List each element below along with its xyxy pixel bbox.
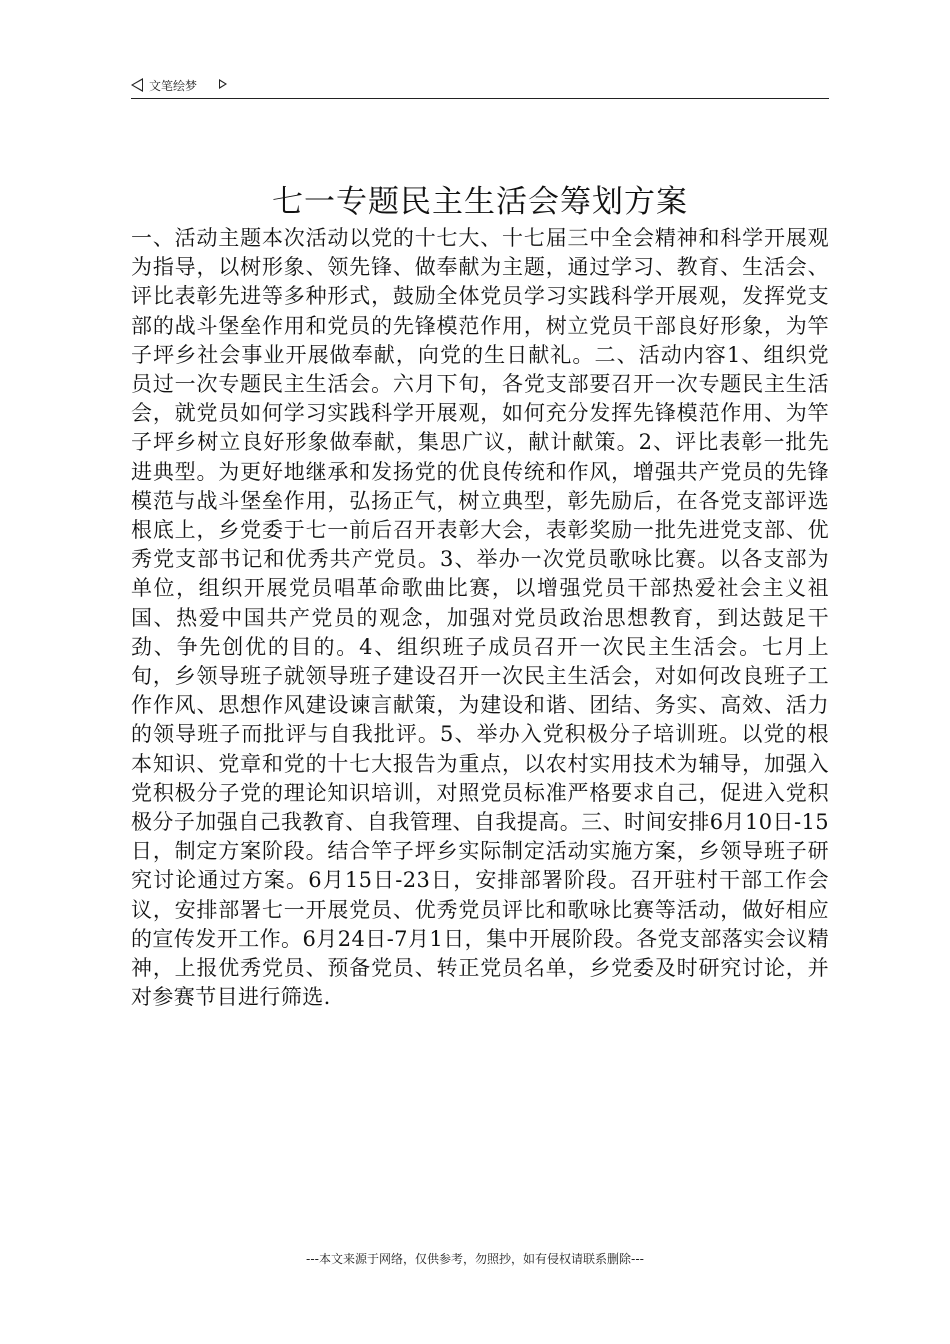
- header-brand: 文笔绘梦: [149, 79, 198, 93]
- document-title: 七一专题民主生活会筹划方案: [272, 184, 688, 220]
- page-header: [131, 76, 829, 99]
- footer-notice: ---本文来源于网络，仅供参考，勿照抄，如有侵权请联系删除---: [306, 1252, 644, 1266]
- document-body: 一、活动主题本次活动以党的十七大、十七届三中全会精神和科学开展观为指导，以树形象、领先锋、做奉献为主题，通过学习、教育、生活会、评比表彰先进等多种形式，鼓励全体党员学习实践科学开展观，发挥党支部的战斗堡垒作用和党员的先锋模范作用，树立党员干部良好形象，为竿子坪乡社会事业开展做奉献，向党的生日献礼。二、活动内容1、组织党员过一次专题民主生活会。六月下旬，各党支部要召开一次专题民主生活会，就党员如何学习实践科学开展观，如何充分发挥先锋模范作用、为竿子坪乡树立良好形象做奉献，集思广议，献计献策。2、评比表彰一批先进典型。为更好地继承和发扬党的优良传统和作风，增强共产党员的先锋模范与战斗堡垒作用，弘扬正气，树立典型，彰先励后，在各党支部评选根底上，乡党委于七一前后召开表彰大会，表彰奖励一批先进党支部、优秀党支部书记和优秀共产党员。3、举办一次党员歌咏比赛。以各支部为单位，组织开展党员唱革命歌曲比赛，以增强党员干部热爱社会主义祖国、热爱中国共产党员的观念，加强对党员政治思想教育，到达鼓足干劲、争先创优的目的。4、组织班子成员召开一次民主生活会。七月上旬，乡领导班子就领导班子建设召开一次民主生活会，对如何改良班子工作作风、思想作风建设谏言献策，为建设和谐、团结、务实、高效、活力的领导班子而批评与自我批评。5、举办入党积极分子培训班。以党的根本知识、党章和党的十七大报告为重点，以农村实用技术为辅导，加强入党积极分子党的理论知识培训，对照党员标准严格要求自己，促进入党积极分子加强自己我教育、自我管理、自我提高。三、时间安排6月10日-15日，制定方案阶段。结合竿子坪乡实际制定活动实施方案，乡领导班子研究讨论通过方案。6月15日-23日，安排部署阶段。召开驻村干部工作会议，安排部署七一开展党员、优秀党员评比和歌咏比赛等活动，做好相应的宣传发开工作。6月24日-7月1日，集中开展阶段。各党支部落实会议精神，上报优秀党员、预备党员、转正党员名单，乡党委及时研究讨论，并对参赛节目进行筛选.: [131, 226, 829, 1010]
- triangle-right-outline-icon: [219, 79, 227, 89]
- triangle-left-outline-icon: [131, 78, 143, 92]
